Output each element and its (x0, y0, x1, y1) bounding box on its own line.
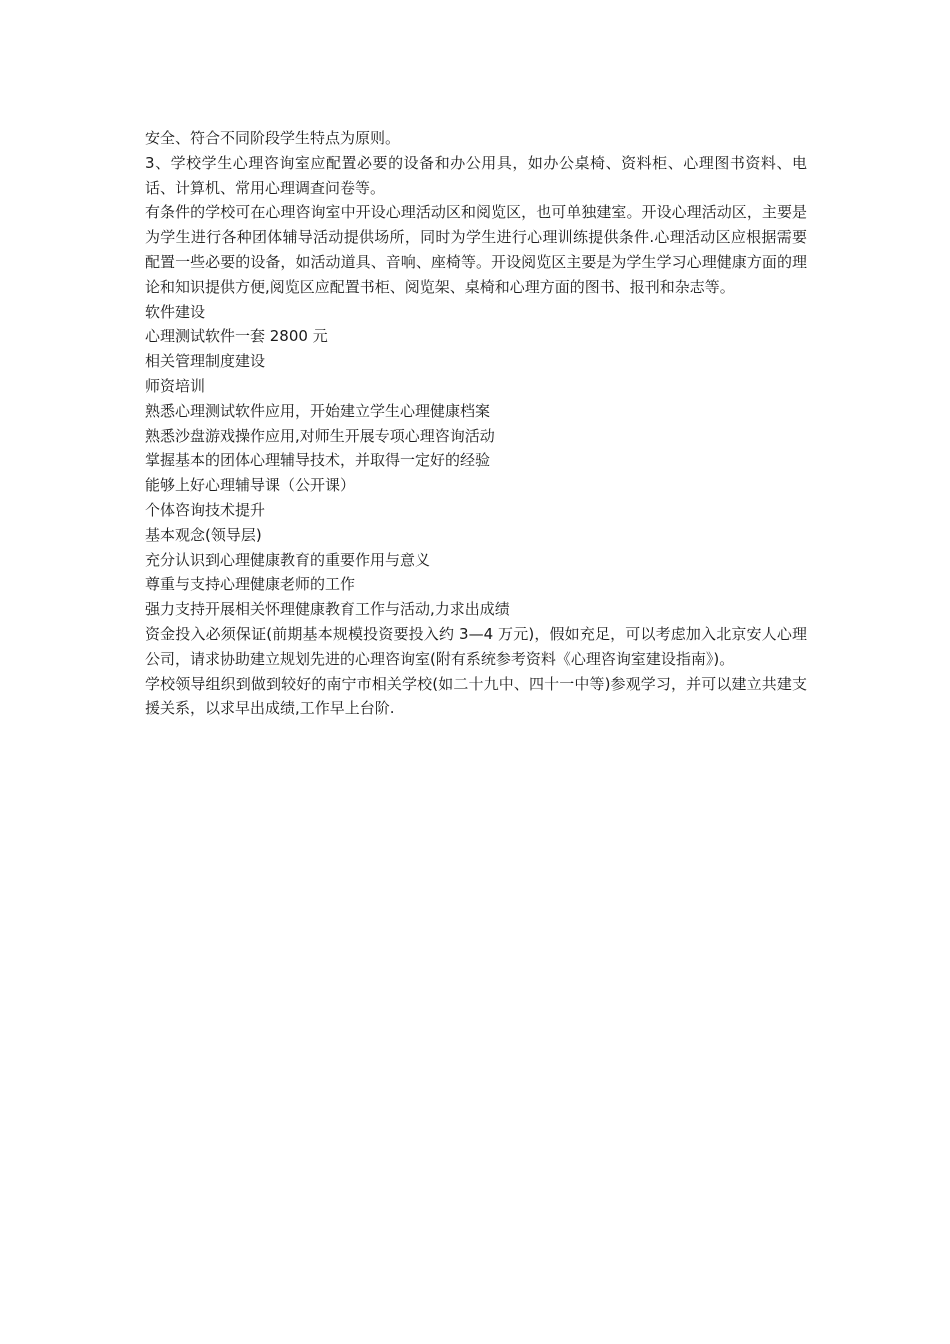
paragraph-software-cost: 心理测试软件一套 2800 元 (145, 327, 328, 346)
list-item: 强力支持开展相关怀理健康教育工作与活动,力求出成绩 (145, 600, 510, 619)
list-item: 熟悉沙盘游戏操作应用,对师生开展专项心理咨询活动 (145, 426, 495, 445)
paragraph-equipment: 3、学校学生心理咨询室应配置必要的设备和办公用具，如办公桌椅、资料柜、心理图书资料、电话、计算机、常用心理调查问卷等。 (145, 153, 807, 197)
paragraph-principle: 安全、符合不同阶段学生特点为原则。 (145, 129, 401, 147)
list-item: 掌握基本的团体心理辅导技术，并取得一定好的经验 (145, 451, 491, 470)
heading-leadership: 基本观念(领导层) (145, 525, 262, 544)
list-item: 尊重与支持心理健康老师的工作 (145, 575, 356, 594)
heading-software: 软件建设 (145, 302, 206, 321)
heading-training: 师资培训 (145, 376, 206, 395)
list-item: 充分认识到心理健康教育的重要作用与意义 (145, 550, 431, 569)
list-item: 个体咨询技术提升 (145, 500, 266, 519)
document-body (145, 126, 807, 721)
paragraph-visit: 学校领导组织到做到较好的南宁市相关学校(如二十九中、四十一中等)参观学习，并可以建立共建支援关系，以求早出成绩,工作早上台阶. (145, 674, 807, 718)
paragraph-activity-area: 有条件的学校可在心理咨询室中开设心理活动区和阅览区，也可单独建室。开设心理活动区，主要是为学生进行各种团体辅导活动提供场所，同时为学生进行心理训练提供条件.心理活动区应根据需要配置一些必要的设备，如活动道具、音响、座椅等。开设阅览区主要是为学生学习心理健康方面的理论和知识提供方便,阅览区应配置书柜、阅览架、桌椅和心理方面的图书、报刊和杂志等。 (145, 203, 807, 296)
paragraph-funding: 资金投入必须保证(前期基本规模投资要投入约 3—4 万元)，假如充足，可以考虑加入北京安人心理公司，请求协助建立规划先进的心理咨询室(附有系统参考资料《心理咨询室建设指南》)。 (145, 624, 807, 668)
heading-management: 相关管理制度建设 (145, 352, 266, 371)
list-item: 能够上好心理辅导课（公开课） (145, 476, 356, 495)
list-item: 熟悉心理测试软件应用，开始建立学生心理健康档案 (145, 401, 491, 420)
